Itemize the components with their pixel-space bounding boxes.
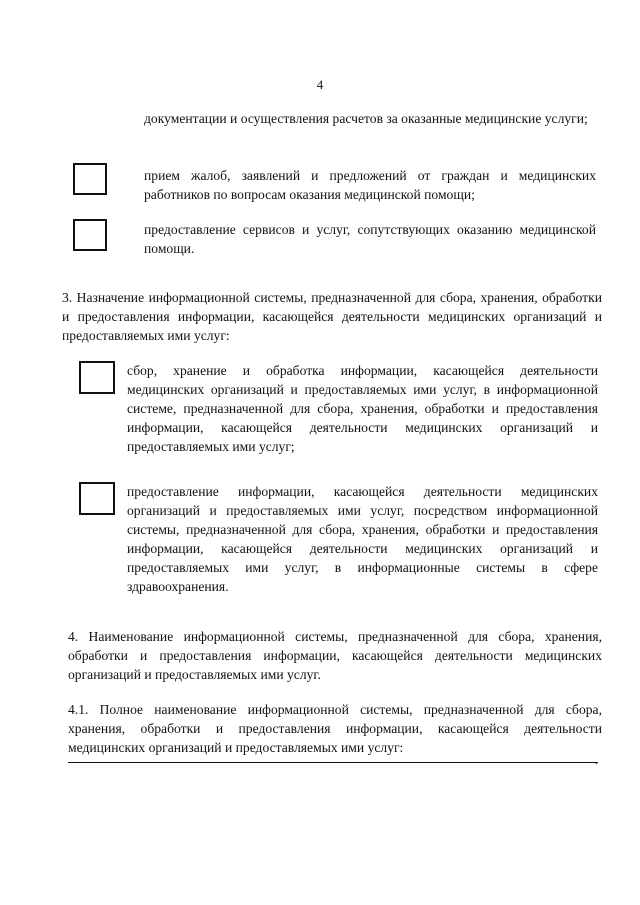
- line-end-mark: .: [595, 756, 598, 767]
- option-collection: сбор, хранение и обработка информации, касающейся деятельности медицинских организаций и предоставляемых ими услуг, в информационной системе, предназначенной для сбора, хранения, обработки и предоставления информации, касающейся деятельности медицинских организаций и предоставляемых ими услуг;: [127, 363, 598, 454]
- list-item-billing: документации и осуществления расчетов за оказанные медицинские услуги;: [144, 111, 588, 126]
- section-4-1-label: 4.1. Полное наименование информационной системы, предназначенной для сбора, хранения, обработки и предоставления информации, касающейся деятельности медицинских организаций и предоставляемых ими услуг:: [68, 702, 602, 755]
- section-3-heading: 3. Назначение информационной системы, предназначенной для сбора, хранения, обработки и предоставления информации, касающейся деятельности медицинских организаций и предоставляемых ими услуг:: [62, 290, 602, 343]
- option-provision: предоставление информации, касающейся деятельности медицинских организаций и предоставляемых ими услуг, посредством информационной системы, предназначенной для сбора, хранения, обработки и предоставления информации, касающейся деятельности медицинских организаций и предоставляемых ими услуг, в информационные системы в сфере здравоохранения.: [127, 484, 598, 594]
- list-item-services: предоставление сервисов и услуг, сопутствующих оказанию медицинской помощи.: [144, 222, 596, 256]
- checkbox-services[interactable]: [73, 219, 107, 251]
- checkbox-provision[interactable]: [79, 482, 115, 515]
- section-4-heading: 4. Наименование информационной системы, предназначенной для сбора, хранения, обработки и предоставления информации, касающейся деятельности медицинских организаций и предоставляемых ими услуг.: [68, 629, 602, 682]
- checkbox-complaints[interactable]: [73, 163, 107, 195]
- checkbox-collection[interactable]: [79, 361, 115, 394]
- full-name-input-line[interactable]: [68, 762, 598, 763]
- list-item-complaints: прием жалоб, заявлений и предложений от граждан и медицинских работников по вопросам оказания медицинской помощи;: [144, 168, 596, 202]
- page-number: 4: [316, 77, 324, 92]
